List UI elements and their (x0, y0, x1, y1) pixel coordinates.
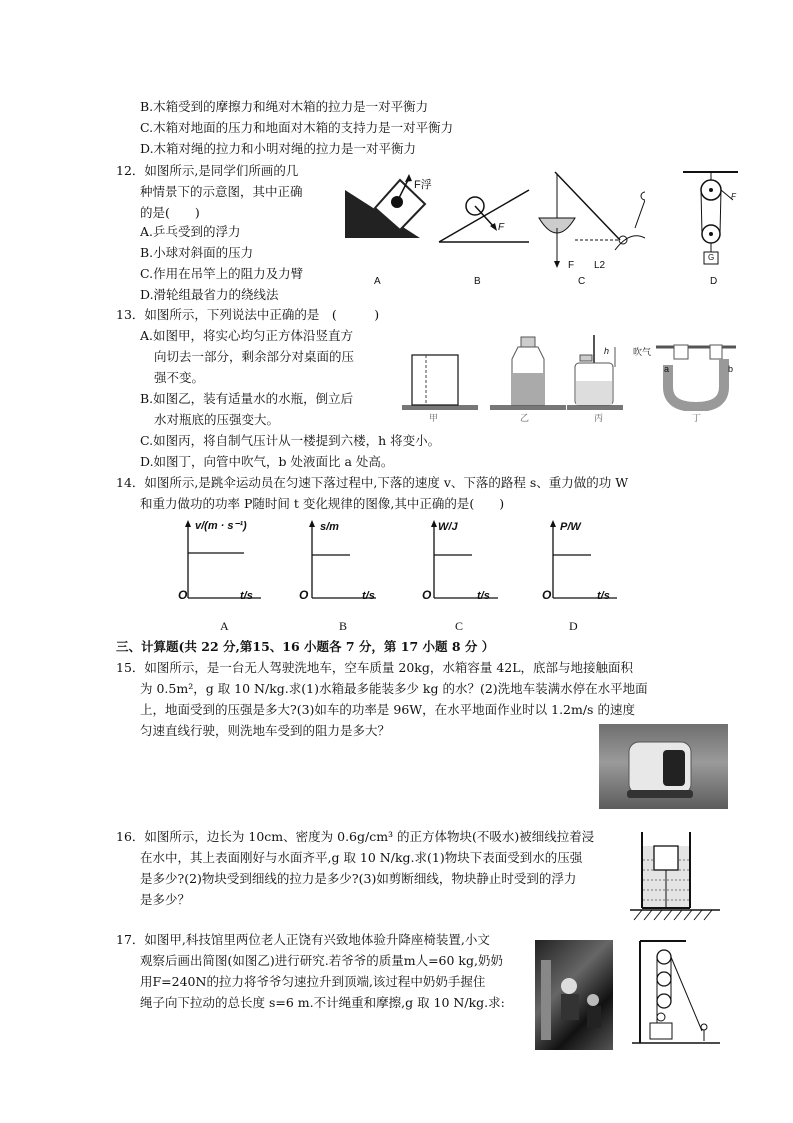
q14-graph-d-letter: D (569, 619, 578, 633)
q13-option-a-line1: A.如图甲，将实心均匀正方体沿竖直方 (140, 328, 354, 343)
q14-stem-line2: 和重力做功的功率 P随时间 t 变化规律的图像,其中正确的是( ) (140, 496, 505, 511)
q14-graph-c-origin: O (422, 588, 432, 602)
q11-option-c: C.木箱对地面的压力和地面对木箱的支持力是一对平衡力 (140, 120, 454, 135)
q11-option-d: D.木箱对绳的拉力和小明对绳的拉力是一对平衡力 (140, 141, 417, 156)
q14-graph-d-xlabel: t/s (597, 590, 610, 602)
q16-line2: 在水中，其上表面刚好与水面齐平,g 取 10 N/kg.求(1)物块下表面受到水的压强 (140, 850, 583, 865)
q13-fig-h-label: h (604, 346, 610, 356)
q14-graph-a-letter: A (220, 619, 229, 633)
q12-fig-c-force-label: F (568, 260, 575, 271)
q12-stem-line2: 种情景下的示意图，其中正确 (140, 184, 303, 199)
q13-figure-yi (488, 333, 568, 413)
q17-line4: 绳子向下拉动的总长度 s=6 m.不计绳重和摩擦,g 取 10 N/kg.求: (140, 995, 505, 1010)
q13-option-c: C.如图丙，将自制气压计从一楼提到六楼，h 将变小。 (140, 433, 441, 448)
q12-fig-d-weight-label: G (708, 253, 715, 262)
q14-graph-a-xlabel: t/s (240, 590, 253, 602)
q12-fig-d-force-label: F (731, 192, 736, 201)
q14-graph-b-ylabel: s/m (320, 521, 339, 533)
q14-stem-line1: 14．如图所示,是跳伞运动员在匀速下落过程中,下落的速度 v、下落的路程 s、重力做的功 W (116, 475, 629, 490)
q13-option-a-line2: 向切去一部分，剩余部分对桌面的压 (154, 349, 355, 364)
q15-line2: 为 0.5m²，g 取 10 N/kg.求(1)水箱最多能装多少 kg 的水？(2)洗地车装满水停在水平地面 (140, 681, 648, 696)
q13-fig-yi-label: 乙 (520, 413, 530, 423)
q12-fig-d-label: D (710, 276, 718, 287)
q15-photo-cleaning-robot (599, 724, 728, 809)
q17-line1: 17．如图甲,科技馆里两位老人正饶有兴致地体验升降座椅装置,小文 (116, 932, 490, 947)
q12-fig-b-label: B (474, 276, 481, 287)
q14-graph-c-letter: C (455, 619, 464, 633)
q13-fig-b-label: b (728, 364, 734, 374)
q16-line3: 是多少?(2)物块受到细线的拉力是多少?(3)如剪断细线，物块静止时受到的浮力 (140, 871, 577, 886)
q13-stem: 13．如图所示，下列说法中正确的是 ( ) (116, 307, 380, 322)
q14-graph-d-ylabel: P/W (560, 521, 581, 533)
q12-option-c: C.作用在吊竿上的阻力及力臂 (140, 266, 304, 281)
q15-line3: 上，地面受到的压强是多大?(3)如车的功率是 96W，在水平地面作业时以 1.2m/s 的速度 (140, 702, 635, 717)
q16-line4: 是多少？ (140, 892, 191, 907)
q14-graph-c-ylabel: W/J (438, 521, 458, 533)
q16-line1: 16．如图所示，边长为 10cm、密度为 0.6g/cm³ 的正方体物块(不吸水)被细线拉着浸 (116, 829, 595, 844)
q12-stem-line3: 的是( ) (140, 205, 200, 220)
q17-figure-lift-diagram (630, 937, 722, 1049)
q14-graph-a-origin: O (178, 588, 188, 602)
q11-option-b: B.木箱受到的摩擦力和绳对木箱的拉力是一对平衡力 (140, 99, 429, 114)
q14-graph-b-letter: B (339, 619, 348, 633)
q12-figure-b (437, 182, 532, 244)
q13-fig-blow-label: 吹气 (633, 347, 652, 357)
q14-graph-a-ylabel: v/(m · s⁻¹) (195, 520, 247, 532)
q13-fig-ding-label: 丁 (692, 413, 702, 423)
q13-figure-jia (400, 333, 480, 413)
q13-fig-jia-label: 甲 (429, 413, 439, 423)
q12-option-b: B.小球对斜面的压力 (140, 245, 254, 260)
q12-fig-b-force-label: F (498, 222, 505, 233)
q14-graph-c (422, 518, 502, 603)
q17-line2: 观察后画出简图(如图乙)进行研究.若爷爷的质量m人=60 kg,奶奶 (140, 953, 503, 968)
q13-fig-bing-label: 丙 (594, 413, 604, 423)
q12-figure-c (535, 168, 645, 273)
q12-fig-c-label: C (578, 276, 586, 287)
q12-option-a: A.乒乓受到的浮力 (140, 224, 241, 239)
q12-fig-c-arm-label: L2 (594, 260, 606, 271)
q17-photo-seniors-lift-chair (535, 940, 613, 1050)
section-3-heading: 三、计算题(共 22 分,第15、16 小题各 7 分，第 17 小题 8 分 ） (116, 639, 495, 654)
q14-graph-b-xlabel: t/s (362, 590, 375, 602)
q12-fig-a-label: A (374, 276, 381, 287)
q16-figure-container (630, 830, 720, 922)
q13-fig-a-label: a (664, 364, 670, 374)
q15-line1: 15．如图所示，是一台无人驾驶洗地车，空车质量 20kg，水箱容量 42L，底部与地接触面积 (116, 660, 634, 675)
q13-figure-bing (565, 333, 625, 413)
q14-graph-b-origin: O (299, 588, 309, 602)
q12-fig-a-force-label: F浮 (414, 179, 432, 191)
q13-option-d: D.如图丁，向管中吹气，b 处液面比 a 处高。 (140, 454, 394, 469)
q15-line4: 匀速直线行驶，则洗地车受到的阻力是多大？ (140, 723, 391, 738)
q14-graph-d-origin: O (542, 588, 552, 602)
q14-graph-c-xlabel: t/s (477, 590, 490, 602)
q13-option-b-line2: 水对瓶底的压强变大。 (154, 412, 280, 427)
q13-option-a-line3: 强不变。 (154, 370, 205, 385)
q12-option-d: D.滑轮组最省力的绕线法 (140, 287, 279, 302)
q13-option-b-line1: B.如图乙，装有适量水的水瓶，倒立后 (140, 391, 354, 406)
q17-line3: 用F=240N的拉力将爷爷匀速拉升到顶端,该过程中奶奶手握住 (140, 974, 486, 989)
q12-stem-line1: 12．如图所示,是同学们所画的几 (116, 163, 299, 178)
